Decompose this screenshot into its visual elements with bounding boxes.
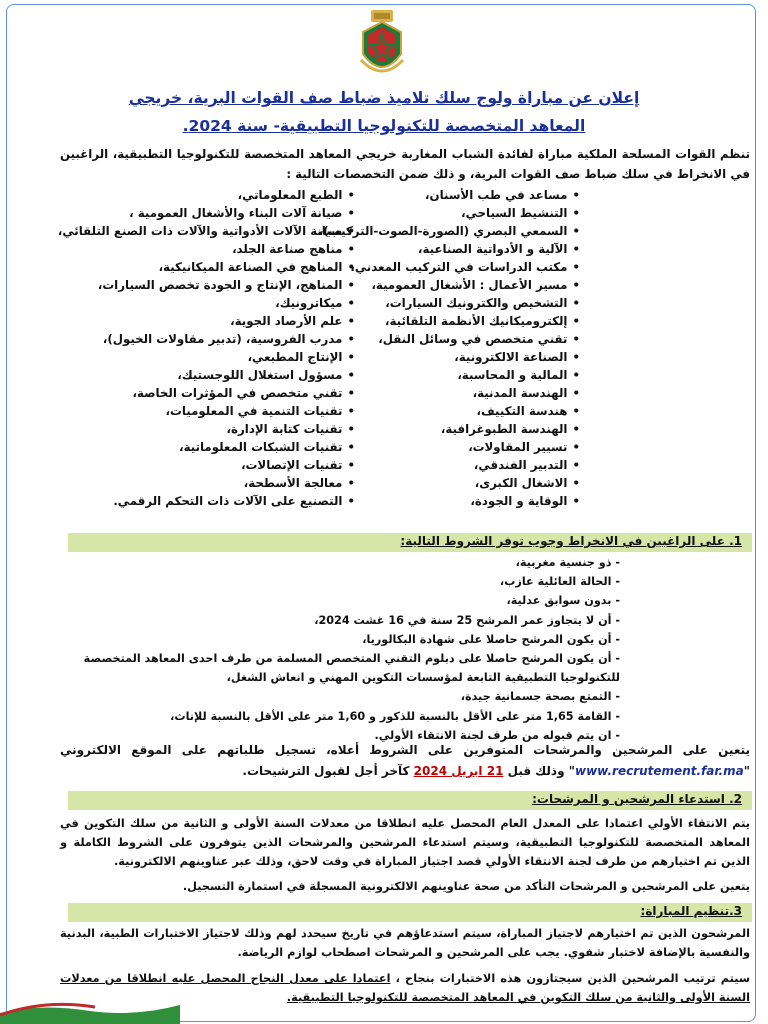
specialty-item: • مسؤول استغلال اللوجستيك،	[55, 366, 355, 384]
section-3-paragraph-2-b: اعتمادا على معدل النجاح المحصل عليه انطلاقا من معدلات السنة الأولى والثانية من سلك التكوين في المعاهد المتخصصة للتكنولوجيا التطبيقية.	[60, 972, 750, 1004]
specialty-item: • التنشيط السياحي،	[280, 204, 580, 222]
section-2-heading: 2. استدعاء المرشحين و المرشحات:	[532, 792, 742, 806]
specialty-item: • علم الأرصاد الجوية،	[55, 312, 355, 330]
condition-item: - أن يكون المرشح حاصلا على شهادة البكالوريا،	[50, 630, 620, 649]
specialty-item: • مسير الأعمال : الأشغال العمومية،	[280, 276, 580, 294]
intro-paragraph: تنظم القوات المسلحة الملكية مباراة لفائدة الشباب المغاربة خريجي المعاهد المتخصصة للتكنولوجيا التطبيقية، الراغبين في الانخراط في سلك ضباط صف القوات البرية، و ذلك ضمن التخصصات التالية :	[60, 147, 750, 181]
condition-item: - ان يتم قبوله من طرف لجنة الانتقاء الأولي.	[50, 726, 620, 745]
specialty-item: • المناهج في الصناعة الميكانيكية،	[55, 258, 355, 276]
registration-deadline: 21 ابريل 2024	[413, 764, 504, 778]
registration-text-c: كآخر أجل لقبول الترشيحات.	[242, 764, 410, 778]
registration-text-a: يتعين على المرشحين والمرشحات المتوفرين على الشروط أعلاه، تسجيل طلباتهم على الموقع الالكتروني	[60, 743, 750, 757]
section-1-heading: 1. على الراغبين في الانخراط وجوب توفر الشروط التالية:	[400, 534, 742, 548]
registration-text-b: وذلك قبل	[507, 764, 565, 778]
specialties-column-left	[55, 186, 355, 510]
specialty-item: • الوقاية و الجودة،	[280, 492, 580, 510]
condition-item: - القامة 1,65 متر على الأقل بالنسبة للذكور و 1,60 متر على الأقل بالنسبة للإناث،	[50, 707, 620, 726]
condition-item: - بدون سوابق عدلية،	[50, 591, 620, 610]
condition-item: - الحالة العائلية عازب،	[50, 572, 620, 591]
title-line-1: إعلان عن مباراة ولوج سلك تلاميذ ضباط صف القوات البرية، خريجي	[128, 89, 640, 107]
section-3-heading: 3.تنظيم المباراة:	[640, 904, 742, 918]
section-2-paragraph-1: يتم الانتقاء الأولي اعتمادا على المعدل العام المحصل عليه انطلاقا من معدلات السنة الأولى و الثانية من سلك التكوين في المعاهد المتخصصة للتكنولوجيا التطبيقية، وسيتم استدعاء المرشحين والمرشحات الذين يتوفرون على الشروط الكاملة و الذين تم اختيارهم من طرف لجنة الانتقاء الأولي قصد اجتياز المباراة في وقت لاحق، وذلك عبر عناوينهم الالكترونية.	[60, 817, 750, 868]
specialty-item: • الآلية و الأدواتية الصناعية،	[280, 240, 580, 258]
specialty-item: • مناهج صناعة الجلد،	[55, 240, 355, 258]
specialty-item: • التصنيع على الآلات ذات التحكم الرقمي.	[55, 492, 355, 510]
specialty-item: • صيانة الآلات الأدواتية والآلات ذات الصنع التلقائي،	[55, 222, 355, 240]
section-3-header	[68, 903, 752, 922]
section-1-header	[68, 533, 752, 552]
decorative-wave	[0, 985, 180, 1024]
specialty-item: • الطبع المعلوماتي،	[55, 186, 355, 204]
specialty-item: • الهندسة المدنية،	[280, 384, 580, 402]
section-2-paragraph-2: يتعين على المرشحين و المرشحات التأكد من صحة عناوينهم الالكترونية المسجلة في استمارة التسجيل.	[182, 880, 750, 893]
specialty-item: • التدبير الفندقي،	[280, 456, 580, 474]
specialty-item: • الاشغال الكبرى،	[280, 474, 580, 492]
specialty-item: • تقني متخصص في المؤثرات الخاصة،	[55, 384, 355, 402]
conditions-list	[50, 553, 620, 745]
specialty-item: • صيانة آلات البناء والأشغال العمومية ،	[55, 204, 355, 222]
condition-item: - أن لا يتجاوز عمر المرشح 25 سنة في 16 غشت 2024،	[50, 611, 620, 630]
specialty-item: • إلكتروميكانيك الأنظمة التلقائية،	[280, 312, 580, 330]
specialty-item: • تقنيات كتابة الإدارة،	[55, 420, 355, 438]
specialty-item: • التشخيص والكترونيك السيارات،	[280, 294, 580, 312]
section-2-header	[68, 791, 752, 810]
specialty-item: • المالية و المحاسبة،	[280, 366, 580, 384]
section-3-paragraph-1: المرشحون الذين تم اختيارهم لاجتياز المباراة، سيتم استدعاؤهم في تاريخ سيحدد لهم وذلك لاجتياز الاختبارات الطبية، البدنية والنفسية بالإضافة لاختبار شفوي. يجب على المرشحين و المرشحات اصطحاب لوازم الرياضة.	[60, 927, 750, 959]
registration-link[interactable]: www.recrutement.far.ma	[575, 764, 744, 778]
condition-item: - ذو جنسية مغربية،	[50, 553, 620, 572]
specialty-item: • هندسة التكييف،	[280, 402, 580, 420]
specialty-item: • ميكاترونيك،	[55, 294, 355, 312]
specialty-item: • مكتب الدراسات في التركيب المعدني،	[280, 258, 580, 276]
specialty-item: • تقني متخصص في وسائل النقل،	[280, 330, 580, 348]
specialty-item: • مساعد في طب الأسنان،	[280, 186, 580, 204]
specialty-item: • تسيير المقاولات،	[280, 438, 580, 456]
condition-item: - التمتع بصحة جسمانية جيدة،	[50, 687, 620, 706]
specialty-item: • الهندسة الطبوغرافية،	[280, 420, 580, 438]
title-line-2: المعاهد المتخصصة للتكنولوجيا التطبيقية- سنة 2024.	[182, 117, 586, 135]
specialty-item: • تقنيات التنمية في المعلوميات،	[55, 402, 355, 420]
condition-item: - أن يكون المرشح حاصلا على دبلوم التقني المتخصص المسلمة من طرف احدى المعاهد المتخصصة للتكنولوجيا التطبيقية التابعة لمؤسسات التكوين المهني و انعاش الشغل،	[50, 649, 620, 687]
specialty-item: • السمعي البصري (الصورة-الصوت-التركيب)،	[280, 222, 580, 240]
registration-paragraph: يتعين على المرشحين والمرشحات المتوفرين على الشروط أعلاه، تسجيل طلباتهم على الموقع الالكتروني "www.recrutement.far.ma" وذلك قبل 21 ابريل 2024 كآخر أجل لقبول الترشيحات.	[60, 743, 750, 778]
royal-armed-forces-emblem-icon	[357, 8, 407, 86]
specialty-item: • معالجة الأسطحة،	[55, 474, 355, 492]
specialty-item: • تقنيات الشبكات المعلوماتية،	[55, 438, 355, 456]
specialty-item: • الإنتاج المطبعي،	[55, 348, 355, 366]
specialty-item: • الصناعة الالكترونية،	[280, 348, 580, 366]
specialty-item: • تقنيات الإتصالات،	[55, 456, 355, 474]
section-3-paragraph-2-a: سيتم ترتيب المرشحين الذين سيجتازون هذه الاختبارات بنجاح ،	[395, 972, 750, 985]
specialty-item: • مدرب الفروسية، (تدبير مقاولات الخيول)،	[55, 330, 355, 348]
specialties-list	[57, 186, 750, 526]
specialty-item: • المناهج، الإنتاج و الجودة تخصص السيارات،	[55, 276, 355, 294]
